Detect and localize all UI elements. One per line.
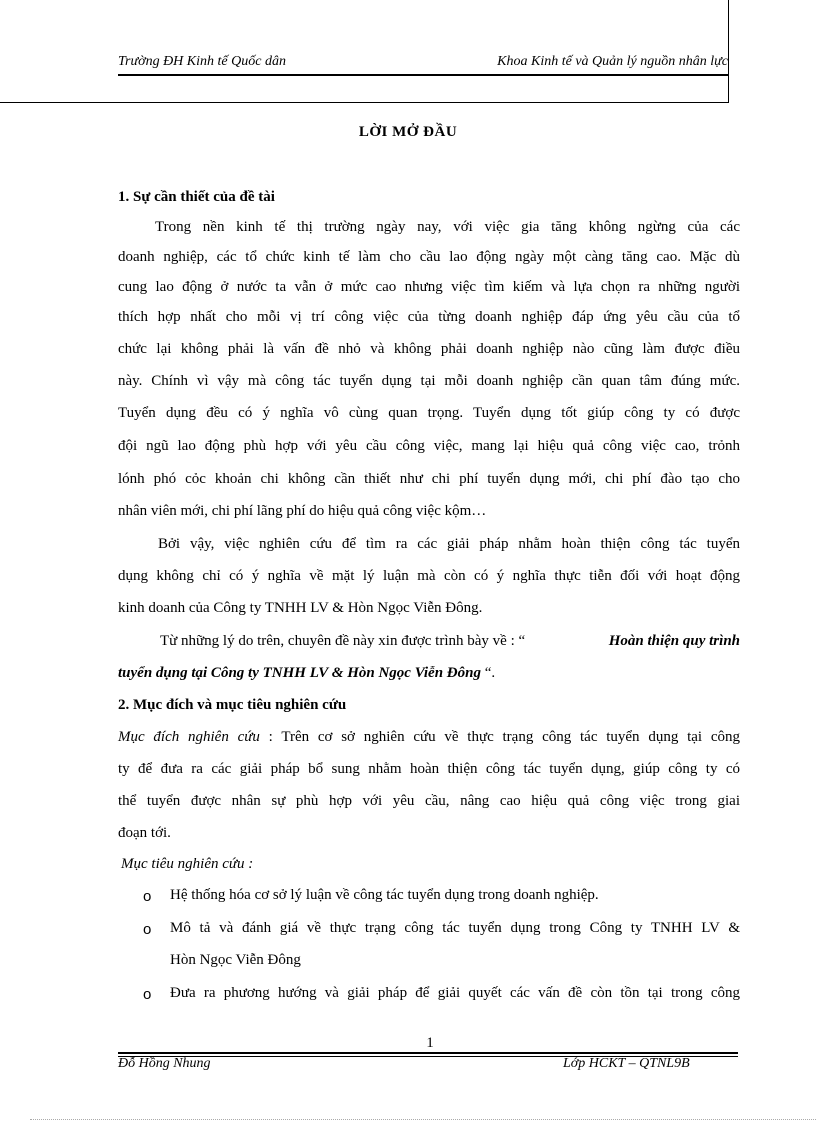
header-rule (118, 74, 729, 76)
topic-line-2 (118, 665, 495, 682)
body-line: Trong nền kinh tế thị trường ngày nay, với việc gia tăng không ngừng của các (155, 219, 740, 235)
body-line: Bởi vậy, việc nghiên cứu để tìm ra các giải pháp nhằm hoàn thiện công tác tuyển (158, 536, 740, 552)
body-line: doanh nghiệp, các tổ chức kinh tế làm cho cầu lao động ngày một càng tăng cao. Mặc dù (118, 249, 740, 265)
body-line: cung lao động ở nước ta vẫn ở mức cao nhưng việc tìm kiếm và lựa chọn ra những người (118, 279, 740, 295)
purpose-text: : Trên cơ sở nghiên cứu về thực trạng công tác tuyển dụng tại công (259, 729, 740, 745)
topic-title-part1: Hoàn thiện quy trình (608, 633, 740, 649)
section1-heading: 1. Sự cần thiết của đề tài (118, 189, 275, 205)
topic-line (160, 633, 740, 650)
body-line: Tuyển dụng đều có ý nghĩa vô cùng quan trọng. Tuyển dụng tốt giúp công ty có được (118, 405, 740, 421)
list-item: Mô tả và đánh giá về thực trạng công tác tuyển dụng trong Công ty TNHH LV & (170, 920, 740, 936)
header-faculty: Khoa Kinh tế và Quản lý nguồn nhân lực (497, 54, 728, 69)
body-line: ty để đưa ra các giải pháp bổ sung nhằm hoàn thiện công tác tuyển dụng, giúp công ty có (118, 761, 740, 777)
page-number: 1 (426, 1035, 434, 1051)
purpose-label: Mục đích nghiên cứu (118, 729, 260, 745)
topic-lead: Từ những lý do trên, chuyên đề này xin được trình bày về : “ (160, 633, 526, 649)
header-university: Trường ĐH Kinh tế Quốc dân (118, 54, 286, 69)
topic-title-part2: tuyển dụng tại Công ty TNHH LV & Hòn Ngọc Viễn Đông (118, 665, 481, 681)
body-line: đội ngũ lao động phù hợp với yêu cầu công việc, mang lại hiệu quả công việc cao, trỏnh (118, 438, 740, 454)
page-frame (0, 0, 729, 103)
list-item: Đưa ra phương hướng và giải pháp để giải quyết các vấn đề còn tồn tại trong công (170, 985, 740, 1001)
section2-heading: 2. Mục đích và mục tiêu nghiên cứu (118, 697, 347, 713)
body-line: đoạn tới. (118, 825, 171, 841)
body-line: thích hợp nhất cho mỗi vị trí công việc của từng doanh nghiệp đáp ứng yêu cầu của tổ (118, 309, 740, 325)
bottom-dotted-rule (30, 1119, 816, 1120)
bullet-icon: o (143, 888, 152, 905)
list-item-continuation: Hòn Ngọc Viễn Đông (170, 952, 301, 968)
bullet-icon: o (143, 921, 152, 938)
bullet-icon: o (143, 986, 152, 1003)
purpose-line (118, 729, 740, 746)
body-line: dụng không chỉ có ý nghĩa về mặt lý luận mà còn có ý nghĩa thực tiễn đối với hoạt động (118, 568, 740, 584)
body-line: kinh doanh của Công ty TNHH LV & Hòn Ngọc Viễn Đông. (118, 600, 483, 616)
body-line: thể tuyển được nhân sự phù hợp với yêu cầu, nâng cao hiệu quả công việc trong giai (118, 793, 740, 809)
list-item: Hệ thống hóa cơ sở lý luận về công tác tuyển dụng trong doanh nghiệp. (170, 887, 599, 903)
body-line: lónh phó cỏc khoản chi không cần thiết như chi phí tuyển dụng mới, chi phí đào tạo cho (118, 471, 740, 487)
topic-tail: “. (480, 665, 496, 681)
page-title: LỜI MỞ ĐẦU (358, 124, 458, 140)
footer-author: Đỗ Hồng Nhung (118, 1056, 211, 1071)
objectives-label: Mục tiêu nghiên cứu : (121, 856, 254, 872)
footer-class: Lớp HCKT – QTNL9B (563, 1056, 690, 1071)
body-line: nhân viên mới, chi phí lãng phí do hiệu quả công việc kộm… (118, 503, 487, 519)
footer-rule (118, 1052, 738, 1054)
body-line: này. Chính vì vậy mà công tác tuyển dụng tại mỗi doanh nghiệp cần quan tâm đúng mức. (118, 373, 740, 389)
body-line: chức lại không phải là vấn đề nhỏ và không phải doanh nghiệp nào cũng làm được điều (118, 341, 740, 357)
